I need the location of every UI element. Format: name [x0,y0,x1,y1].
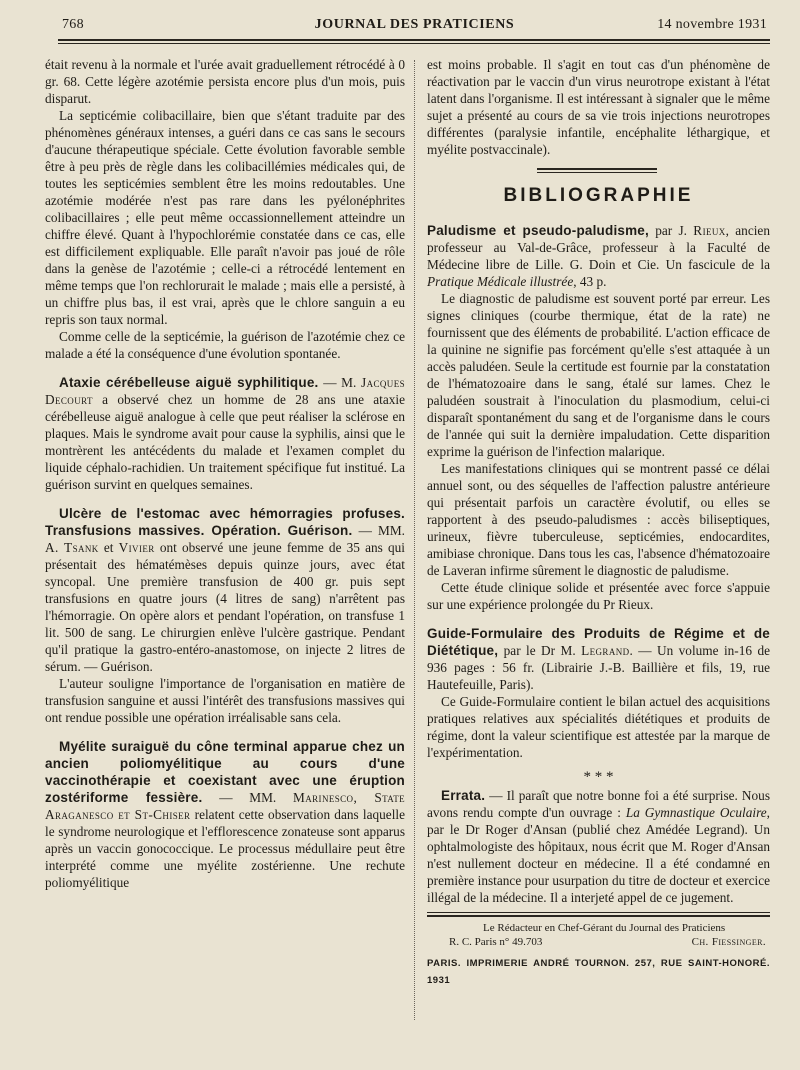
printer-imprint: PARIS. IMPRIMERIE ANDRÉ TOURNON. 257, RUE SAINT-HONORÉ. 1931 [427,958,770,986]
editor-name: Ch. Fiessinger. [691,936,766,948]
author-name: Rieux [693,223,726,238]
section-rule-thin [537,172,657,173]
author-name: Jacques Decourt [45,375,405,407]
article-myelite: Myélite suraiguë du cône terminal apparue chez un ancien poliomyélitique au cours d'une vaccinothérapie et coexistant avec une éruption zostériforme fessière. — MM. Marinesco, State Araganesco et St-Chiser relatent cette observation dans laquelle le syndrome neurologique et l'efflorescence zonateuse sont apparus après un vaccin gonococcique. Le processus médullaire peut être interprété comme une myélite zostérienne. Une rechute poliomyélitique [45,739,406,890]
journal-title: JOURNAL DES PRATICIENS [314,17,515,32]
section-title: BIBLIOGRAPHIE [503,185,694,206]
article-title: Myélite suraiguë du cône terminal apparue chez un ancien poliomyélitique au cours d'une vaccinothérapie et coexistant avec une éruption zostériforme fessière. [45,739,405,805]
header-rule [58,39,770,41]
credit-line: Le Rédacteur en Chef-Gérant du Journal des Praticiens [483,922,726,934]
book-title: Guide-Formulaire des Produits de Régime et de Diététique, [427,626,770,658]
page-number: 768 [62,17,84,32]
footer-rule-thick [427,915,770,917]
article-ataxie: Ataxie cérébelleuse aiguë syphilitique. — M. Jacques Decourt a observé chez un homme de 28 ans une ataxie cérébelleuse aiguë analogue à celle que peut réaliser la sclérose en plaques. Mais le syndrome avait pour cause la syphilis, ainsi que le montrèrent les antécédents du malade et l'examen complet du liquide céphalo-rachidien. Un traitement spécifique fut institué. La guérison survint en quelques semaines. [45,375,405,492]
right-column [427,56,770,989]
section-separator-stars: * * * [583,769,614,785]
footer-rule [427,912,770,913]
book-entry-paludisme: Paludisme et pseudo-paludisme, par J. Rieux, ancien professeur au Val-de-Grâce, professeur à la Faculté de Médecine libre de Lille. G. Doin et Cie. Un fascicule de la Pratique Médicale illustrée, 43 p. [427,223,770,289]
column-divider [414,60,415,1020]
book-entry-guide: Guide-Formulaire des Produits de Régime et de Diététique, par le Dr M. Legrand. — Un volume in-16 de 936 pages : 56 fr. (Librairie J.-B. Baillière et fils, 19, rue Hautefeuille, Paris). [427,626,771,692]
author-name: A. Tsank [45,540,99,555]
author-name: Vivier [118,540,155,555]
issue-date: 14 novembre 1931 [657,17,767,32]
paragraph: est moins probable. Il s'agit en tout cas d'un phénomène de réactivation par le vaccin d'un virus neurotrope existant à l'état latent dans l'organisme. Il est intéressant à signaler que le même sujet a présenté au cours de sa vie trois injections neurotropes différentes (paralysie infantile, encéphalite léthargique, et myélite postvaccinale). [427,57,770,157]
paragraph: Cette étude clinique solide et présentée avec force s'appuie sur une expérience prolongée du Pr Rieux. [427,580,770,612]
book-title-italic: La Gymnastique Oculaire [625,805,767,820]
author-name: Marinesco, State Araganesco et St-Chiser [45,790,406,822]
section-rule [537,168,657,170]
page-header [62,17,767,41]
paragraph: Ce Guide-Formulaire contient le bilan actuel des acquisitions pratiques relatives aux spécialités diététiques et produits de régime, dont la valeur scientifique est attestée par la marque de l'expérimentation. [427,694,770,760]
paragraph: Le diagnostic de paludisme est souvent porté par erreur. Les signes cliniques (courbe thermique, état de la rate) ne fournissent que des éléments de probabilité. L'action efficace de la quinine ne signifie pas forcément qu'elle s'est attaquée à un accès paludéen. Seule la certitude est fournie par la constatation de l'hématozoaire dans le sang, étalé sur lames. Chez le paludéen soustrait à l'inoculation du plasmodium, celui-ci disparaît spontanément du sang et de l'organisme dans le cours de l'année qui suit la dernière impaludation. Cette disparition exprime la guérison de l'infection malarique. [427,291,770,459]
author-name: Legrand [581,643,630,658]
errata-title: Errata. [441,788,486,803]
credit-line [427,935,770,949]
paragraph: était revenu à la normale et l'urée avait graduellement rétrocédé à 0 gr. 68. Cette légère azotémie persista encore plus d'un mois, puis disparut. [45,57,405,106]
left-column [45,56,405,891]
errata-note: Errata. — Il paraît que notre bonne foi a été surprise. Nous avons rendu compte d'un ouvrage : La Gymnastique Oculaire, par le Dr Roger d'Ansan (publié chez Amédée Legrand). Un ophtalmologiste des hôpitaux, nous écrit que M. Roger d'Ansan n'est nullement docteur en médecine. Il a été condamné en première instance pour usurpation du titre de docteur et exercice illégal de la médecine. Il a interjeté appel de ce jugement. [427,788,770,905]
series-title: Pratique Médicale illustrée [427,274,574,289]
article-title: Ataxie cérébelleuse aiguë syphilitique. [59,375,319,390]
article-ulcere: Ulcère de l'estomac avec hémorragies profuses. Transfusions massives. Opération. Guérison. — MM. A. Tsank et Vivier ont observé une jeune femme de 35 ans qui présentait des hématémèses depuis quinze jours, avec état syncopal. Une première transfusion de 400 gr. puis sept transfusions en quatre jours (4 litres de sang) n'arrêtent pas l'hémorragie. On opère alors et pendant l'opération, on transfuse 1 lit. 500 de sang. Le chirurgien enlève l'ulcère gastrique. Pendant qu'il pratique la gastro-entéro-anastomose, on injecte 2 litres de sérum. — Guérison. [45,506,406,674]
registry-number: R. C. Paris n° 49.703 [449,936,543,948]
paragraph: La septicémie colibacillaire, bien que s'étant traduite par des phénomènes généraux intenses, a guéri dans ce cas sans le secours d'aucune thérapeutique spéciale. Cette évolution favorable semble être à peu près de règle dans les colibacillémies médicales qui, de toutes les septicémies semblent être les moins redoutables. Une azotémie modérée n'est pas rare dans les pyélonéphrites colibacillaires ; elle peut même occassionnellement atteindre un chiffre élevé. Quant à l'hypochlorémie constatée dans ce cas, elle est difficilement expliquable. Elle paraît n'avoir pas joué de rôle dans la genèse de l'azotémie ; celle-ci a rétrocédé lentement en même temps que l'on rechlorurait le malade ; mais elle a persisté, à un chiffre plus bas, il est vrai, après que le chlore sanguin a eu repris son taux normal. [45,108,405,327]
article-title: Ulcère de l'estomac avec hémorragies profuses. Transfusions massives. Opération. Guérison. [45,506,405,538]
book-title: Paludisme et pseudo-paludisme, [427,223,649,238]
header-rule-thin [58,43,770,44]
paragraph: Comme celle de la septicémie, la guérison de l'azotémie chez ce malade a été la conséquence d'une évolution spontanée. [45,329,405,361]
paragraph: Les manifestations cliniques qui se montrent passé ce délai annuel sont, ou des séquelles de l'affection palustre antérieure qui présentait parfois un caractère évolutif, ou elles se rapportent à des pseudo-paludismes : accès biliseptiques, urineux, fièvre tuberculeuse, septicémies, endocardites, amibiase chronique. Dans tous les cas, l'absence d'hématozoaire de Laveran infirme sûrement le diagnostic de paludisme. [427,461,770,578]
paragraph: L'auteur souligne l'importance de l'organisation en matière de transfusion sanguine et aussi l'intérêt des transfusions massives qui ont rendue possible une opération irréalisable sans cela. [45,676,405,725]
editor-credit [427,921,770,949]
